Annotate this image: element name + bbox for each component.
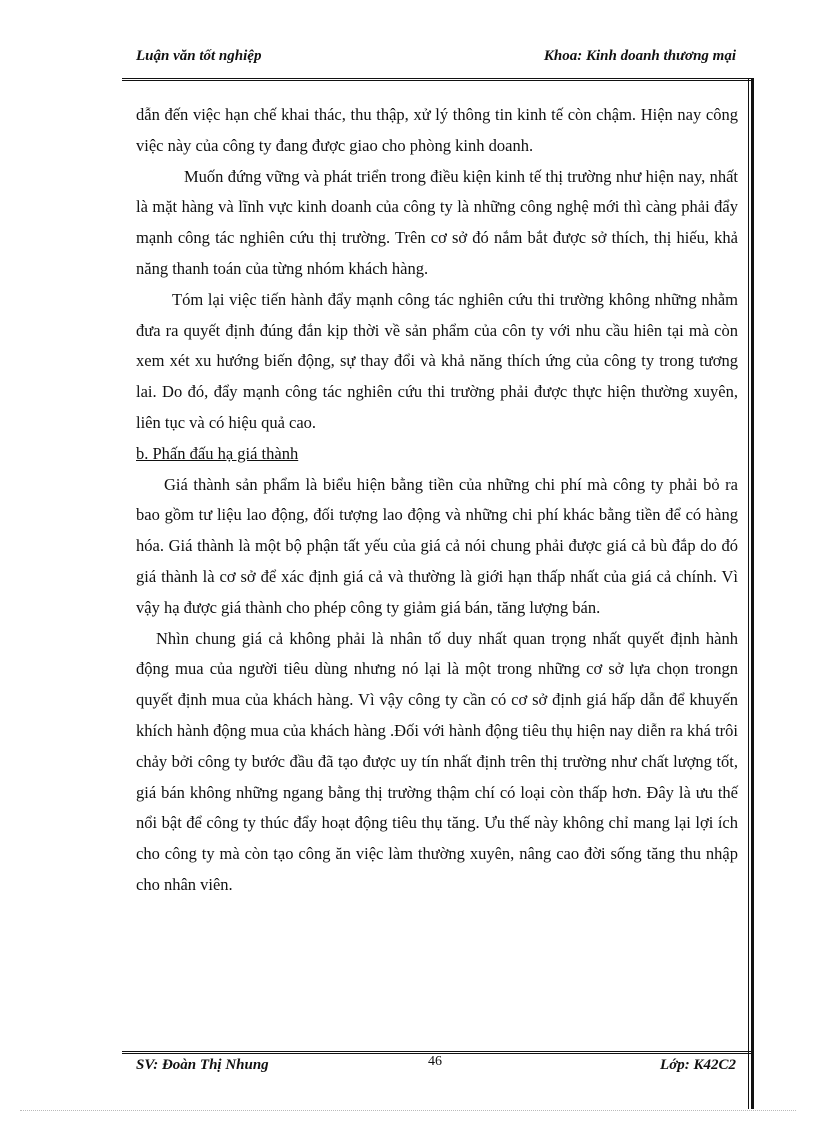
header-thesis-title: Luận văn tốt nghiệp (136, 48, 262, 64)
section-heading-b (136, 439, 738, 470)
right-border-inner (748, 78, 749, 1109)
paragraph-3: Tóm lại việc tiến hành đẩy mạnh công tác nghiên cứu thi trường không những nhằm đưa ra quyết định đúng đắn kịp thời về sản phẩm của côn ty với nhu cầu hiên tại mà còn xem xét xu hướng biến động, sự thay đổi và khả năng thích ứng của công ty trong tương lai. Do đó, đẩy mạnh công tác nghiên cứu thi trường phải được thực hiện thường xuyên, liên tục và có hiệu quả cao. (136, 289, 738, 432)
footer-class: Lớp: K42C2 (660, 1057, 736, 1073)
section-heading-b-text: b. Phấn đấu hạ giá thành (136, 443, 299, 463)
header-rule (122, 78, 754, 81)
footer-student: SV: Đoàn Thị Nhung (136, 1057, 269, 1073)
paragraph-2: Muốn đứng vững và phát triển trong điều kiện kinh tế thị trường như hiện nay, nhất là mặt hàng và lĩnh vực kinh doanh của công ty là những công nghệ mới thì càng phải đẩy mạnh công tác nghiên cứu thị trường. Trên cơ sở đó nắm bắt được sở thích, thị hiếu, khả năng thanh toán của từng nhóm khách hàng. (136, 166, 738, 278)
header-faculty: Khoa: Kinh doanh thương mại (543, 48, 736, 64)
right-border (751, 78, 754, 1109)
paragraph-1: dẫn đến việc hạn chế khai thác, thu thập, xử lý thông tin kinh tế còn chậm. Hiện nay công việc này của công ty đang được giao cho phòng kinh doanh. (136, 105, 738, 155)
page-number: 46 (428, 1054, 442, 1069)
document-body (136, 100, 738, 901)
paragraph-4: Giá thành sản phẩm là biểu hiện bằng tiền của những chi phí mà công ty phải bỏ ra bao gồm tư liệu lao động, đối tượng lao động và những chi phí khác bằng tiền để có hàng hóa. Giá thành là một bộ phận tất yếu của giá cả nói chung phải được giá cả bù đắp do đó giá thành là cơ sở để xác định giá cả và thường là giới hạn thấp nhất của giá cả chính. Vì vậy hạ được giá thành cho phép công ty giảm giá bán, tăng lượng bán. (136, 474, 738, 617)
page-edge-dotted-line (20, 1110, 796, 1111)
paragraph-5: Nhìn chung giá cả không phải là nhân tố duy nhất quan trọng nhất quyết định hành động mua của người tiêu dùng nhưng nó lại là một trong những cơ sở lựa chọn trongn quyết định mua của khách hàng. Vì vậy công ty cần có cơ sở định giá hấp dẫn để khuyến khích hành động mua của khách hàng .Đối với hành động tiêu thụ hiện nay diễn ra khá trôi chảy bởi công ty bước đầu đã tạo được uy tín nhất định trên thị trường như chất lượng tốt, giá bán không những ngang bằng thị trường thậm chí có loại còn thấp hơn. Đây là ưu thế nổi bật để công ty thúc đẩy hoạt động tiêu thụ tăng. Ưu thế này không chỉ mang lại lợi ích cho công ty mà còn tạo công ăn việc làm thường xuyên, nâng cao đời sống tăng thu nhập cho nhân viên. (136, 628, 738, 894)
